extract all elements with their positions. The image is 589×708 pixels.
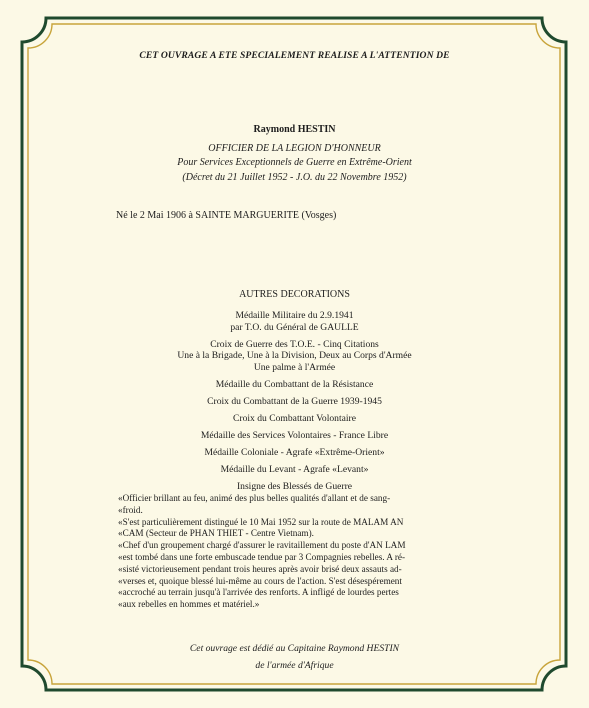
citation-line: «froid. [118, 504, 143, 515]
decoration-line: Médaille des Services Volontaires - France Libre [200, 429, 389, 441]
dedication-heading: CET OUVRAGE A ETE SPECIALEMENT REALISE A L'ATTENTION DE [139, 50, 450, 61]
citation-line: «sisté victorieusement pendant trois heures après avoir brisé deux assauts ad- [118, 563, 402, 574]
decoration-item [0, 430, 589, 442]
decoration-item [0, 379, 589, 391]
closing-dedication [0, 640, 589, 674]
services-line: Pour Services Exceptionnels de Guerre en Extrême-Orient [177, 157, 412, 168]
decoration-line: Une palme à l'Armée [253, 361, 336, 373]
birth-line: Né le 2 Mai 1906 à SAINTE MARGUERITE (Vosges) [116, 210, 337, 221]
decoration-line: Médaille du Combattant de la Résistance [215, 378, 374, 390]
dedication-line-2: de l'armée d'Afrique [255, 660, 334, 671]
decoration-line: Médaille Militaire du 2.9.1941 [235, 310, 354, 321]
decoration-item [0, 339, 589, 374]
citation-line: «accroché au terrain jusqu'à l'arrivée des renforts. A infligé de lourdes pertes [118, 587, 399, 598]
decoration-item [0, 481, 589, 493]
honoree-titles [0, 133, 589, 187]
decree-line: (Décret du 21 Juillet 1952 - J.O. du 22 Novembre 1952) [182, 172, 407, 183]
decoration-item [0, 310, 589, 333]
decoration-item [0, 464, 589, 476]
citation-line: «Officier brillant au feu, animé des plus belles qualités d'allant et de sang- [118, 493, 391, 503]
decoration-line: Médaille du Levant - Agrafe «Levant» [220, 463, 369, 475]
citation-line: «CAM (Secteur de PHAN THIET - Centre Vietnam). [118, 528, 314, 539]
decoration-line: Croix du Combattant Volontaire [232, 412, 357, 424]
citation-line: «Chef d'un groupement chargé d'assurer le ravitaillement du poste d'AN LAM [118, 540, 406, 551]
decoration-item [0, 413, 589, 425]
dedication-line-1: Cet ouvrage est dédié au Capitaine Raymond HESTIN [189, 643, 400, 654]
honoree-name: Raymond HESTIN [253, 124, 336, 135]
citation-line: «aux rebelles en hommes et matériel.» [118, 599, 260, 610]
decoration-line: Croix du Combattant de la Guerre 1939-1945 [207, 395, 382, 407]
decoration-item [0, 396, 589, 408]
decorations-heading: AUTRES DECORATIONS [239, 289, 350, 300]
decoration-line: Médaille Coloniale - Agrafe «Extrême-Orient» [204, 446, 385, 458]
citation-line: «verses et, quoique blessé lui-même au cours de l'action. S'est désespérement [118, 575, 402, 586]
citation-paragraph [118, 493, 478, 611]
decoration-line: Insigne des Blessés de Guerre [236, 480, 353, 492]
decoration-line: Une à la Brigade, Une à la Division, Deux au Corps d'Armée [177, 350, 412, 361]
decoration-line: Croix de Guerre des T.O.E. - Cinq Citations [210, 338, 379, 350]
decoration-item [0, 447, 589, 459]
citation-line: «est tombé dans une forte embuscade tendue par 3 Compagnies rebelles. A ré- [118, 551, 406, 562]
decorations-list [0, 310, 589, 498]
legion-title: OFFICIER DE LA LEGION D'HONNEUR [208, 143, 381, 154]
citation-line: «S'est particulièrement distingué le 10 Mai 1952 sur la route de MALAM AN [118, 516, 404, 527]
decoration-line: par T.O. du Général de GAULLE [230, 321, 359, 333]
